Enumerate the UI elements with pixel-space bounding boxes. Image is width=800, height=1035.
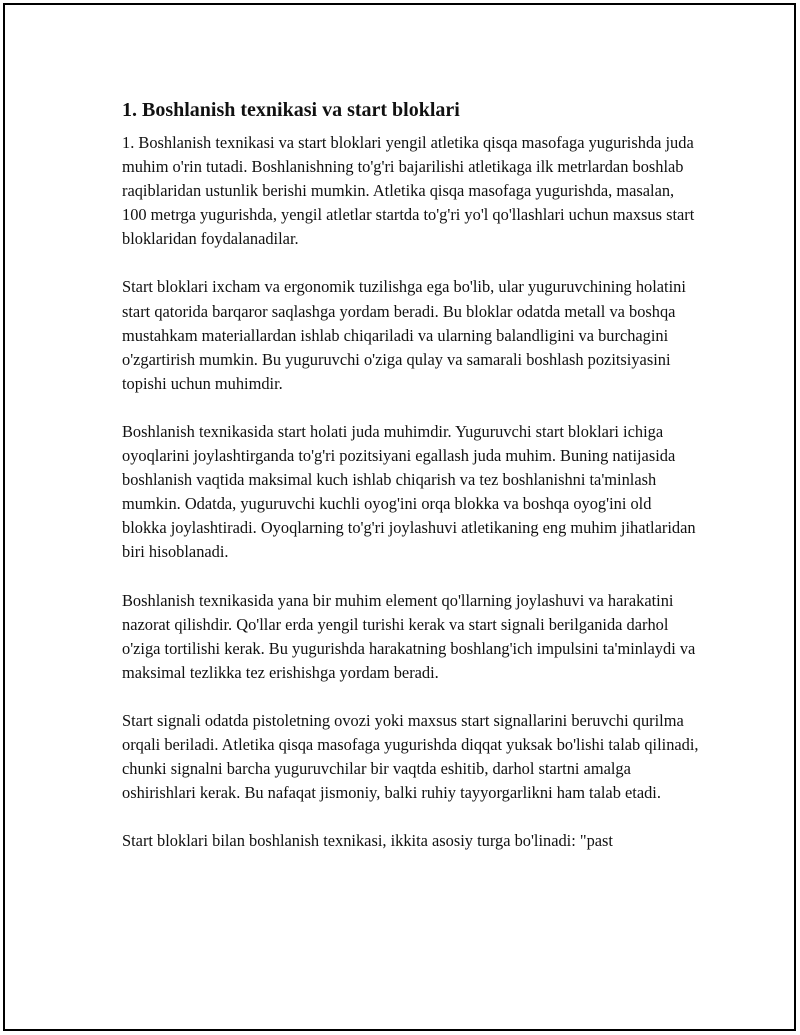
paragraph-3: Boshlanish texnikasida start holati juda muhimdir. Yuguruvchi start bloklari ichiga oyoqlarini joylashtirganda to'g'ri pozitsiyani egallash juda muhim. Buning natijasida boshlanish vaqtida maksimal kuch ishlab chiqarish va tez boshlanishni ta'minlash mumkin. Odatda, yuguruvchi kuchli oyog'ini orqa blokka va boshqa oyog'ini old blokka joylashtiradi. Oyoqlarning to'g'ri joylashuvi atletikaning eng muhim jihatlaridan biri hisoblanadi. — [122, 421, 696, 562]
paragraph-6: Start bloklari bilan boshlanish texnikasi, ikkita asosiy turga bo'linadi: "past — [122, 831, 613, 851]
paragraph-4: Boshlanish texnikasida yana bir muhim element qo'llarning joylashuvi va harakatini nazorat qilishdir. Qo'llar erda yengil turishi kerak va start signali berilganida darhol o'ziga tortilishi kerak. Bu yugurishda harakatning boshlang'ich impulsini ta'minlaydi va maksimal tezlikka tez erishishga yordam beradi. — [122, 590, 696, 682]
paragraph-5: Start signali odatda pistoletning ovozi yoki maxsus start signallarini beruvchi qurilma orqali beriladi. Atletika qisqa masofaga yugurishda diqqat yuksak bo'lishi talab qilinadi, chunki signalni barcha yuguruvchilar bir vaqtda eshitib, darhol startni amalga oshirishlari kerak. Bu nafaqat jismoniy, balki ruhiy tayyorgarlikni ham talab etadi. — [122, 710, 699, 803]
document-content — [120, 97, 700, 877]
paragraph-2: Start bloklari ixcham va ergonomik tuzilishga ega bo'lib, ular yuguruvchining holatini start qatorida barqaror saqlashga yordam beradi. Bu bloklar odatda metall va boshqa mustahkam materiallardan ishlab chiqariladi va ularning balandligini va burchagini o'zgartirish mumkin. Bu yuguruvchi o'ziga qulay va samarali boshlash pozitsiyasini topishi uchun muhimdir. — [122, 277, 686, 393]
document-page — [3, 3, 796, 1031]
paragraph-1: 1. Boshlanish texnikasi va start bloklari yengil atletika qisqa masofaga yugurishda juda muhim o'rin tutadi. Boshlanishning to'g'ri bajarilishi atletikaga ilk metrlardan boshlab raqiblaridan ustunlik berishi mumkin. Atletika qisqa masofaga yugurishda, masalan, 100 metrga yugurishda, yengil atletlar startda to'g'ri yo'l qo'llashlari uchun maxsus start bloklaridan foydalanadilar. — [122, 133, 695, 249]
section-heading: 1. Boshlanish texnikasi va start bloklari — [122, 99, 460, 121]
